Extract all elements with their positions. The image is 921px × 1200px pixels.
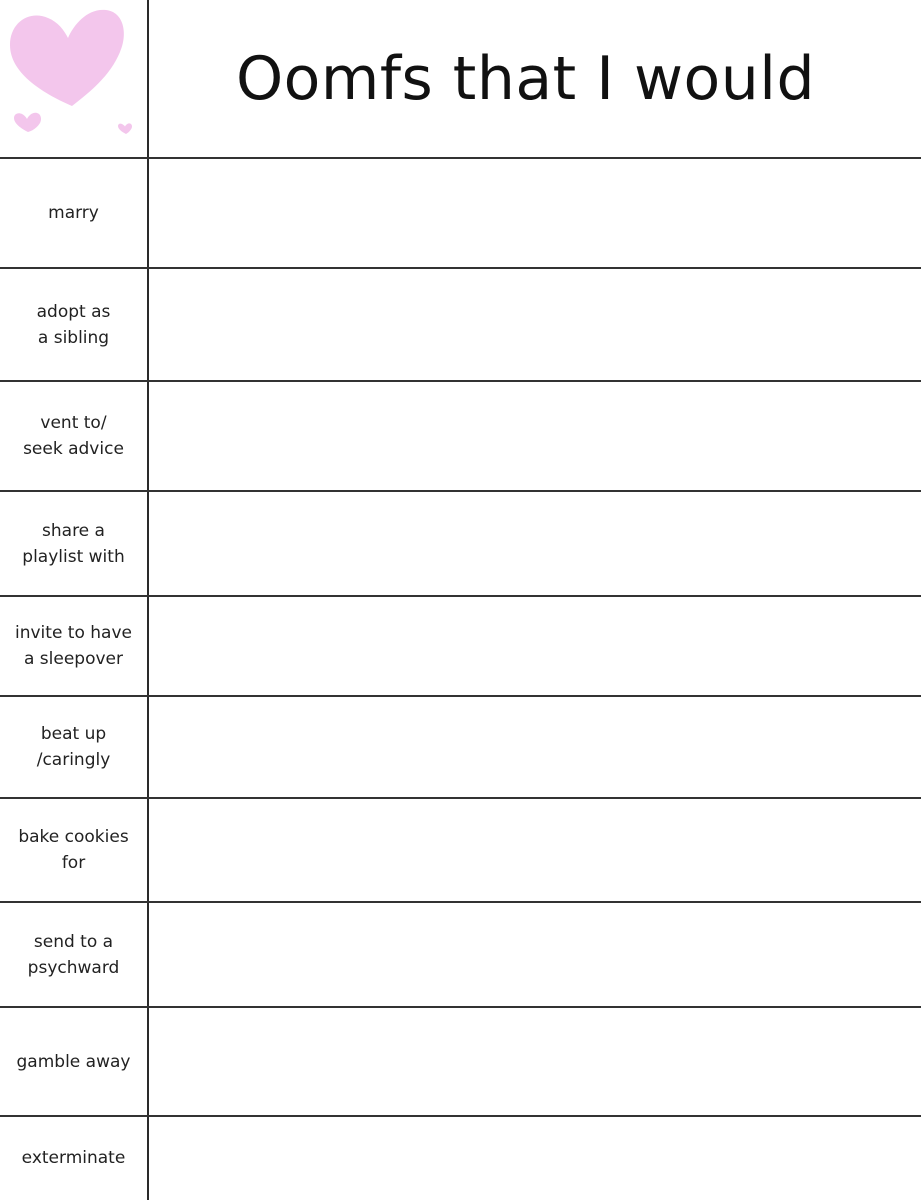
row-label: marry (48, 203, 99, 223)
row-label: adopt as a sibling (36, 301, 111, 348)
small-heart-icon (14, 113, 41, 132)
answer-cell[interactable] (150, 269, 921, 380)
answer-cell[interactable] (150, 1008, 921, 1115)
row-label: invite to have a sleepover (15, 623, 132, 669)
answer-cell[interactable] (150, 492, 921, 595)
row-label: exterminate (21, 1148, 126, 1168)
row-label: beat up /caringly (36, 724, 111, 770)
answer-cell[interactable] (150, 697, 921, 797)
row-label: gamble away (16, 1051, 131, 1072)
row-label: share a playlist with (22, 520, 125, 567)
answer-cell[interactable] (150, 159, 921, 267)
row-label: vent to/ seek advice (23, 413, 124, 459)
row-label: bake cookies for (18, 827, 129, 873)
heart-decoration (0, 0, 147, 158)
row-label: send to a psychward (27, 931, 120, 978)
heart-icon (10, 10, 124, 106)
answer-cell[interactable] (150, 382, 921, 490)
page-title: Oomfs that I would (235, 44, 816, 114)
column-divider (147, 0, 149, 1200)
answer-cell[interactable] (150, 799, 921, 901)
answer-cell[interactable] (150, 903, 921, 1006)
header-corner (0, 0, 147, 158)
answer-cell[interactable] (150, 597, 921, 695)
answer-cell[interactable] (150, 1117, 921, 1199)
tiny-heart-icon (118, 123, 132, 134)
